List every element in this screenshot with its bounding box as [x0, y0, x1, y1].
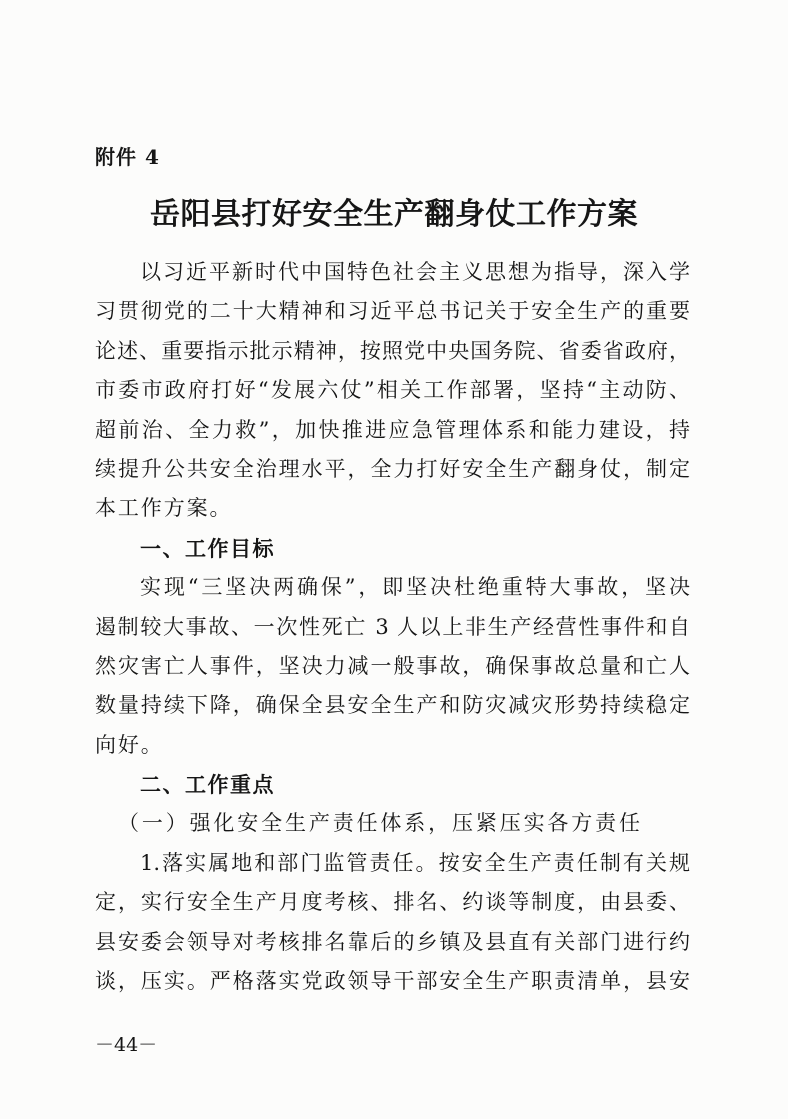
body-line: 以习近平新时代中国特色社会主义思想为指导，深入学: [140, 260, 690, 284]
body-line: 谈，压实。严格落实党政领导干部安全生产职责清单，县安: [95, 969, 690, 994]
body-line: 县安委会领导对考核排名靠后的乡镇及县直有关部门进行约: [95, 929, 690, 954]
body-line: 然灾害亡人事件，坚决力减一般事故，确保事故总量和亡人: [95, 653, 690, 678]
body-line: 本工作方案。: [95, 496, 233, 521]
body-line: 超前治、全力救”，加快推进应急管理体系和能力建设，持: [95, 417, 690, 442]
body-line: 习贯彻党的二十大精神和习近平总书记关于安全生产的重要: [95, 299, 690, 324]
body-line: 遏制较大事故、一次性死亡 3 人以上非生产经营性事件和自: [95, 614, 690, 639]
page-number: －44－: [95, 1034, 158, 1056]
body-line: 续提升公共安全治理水平，全力打好安全生产翻身仗，制定: [95, 456, 690, 481]
attachment-label: 附件 4: [95, 145, 160, 169]
body-line: 市委市政府打好“发展六仗”相关工作部署，坚持“主动防、: [95, 378, 690, 403]
body-line: 数量持续下降，确保全县安全生产和防灾减灾形势持续稳定: [95, 693, 690, 718]
body-line: 定，实行安全生产月度考核、排名、约谈等制度，由县委、: [95, 890, 690, 915]
subsection-heading: （一）强化安全生产责任体系，压紧压实各方责任: [118, 811, 640, 836]
section-heading: 一、工作目标: [140, 535, 275, 561]
body-line: 向好。: [95, 732, 164, 757]
body-line: 实现“三坚决两确保”，即坚决杜绝重特大事故，坚决: [140, 575, 690, 600]
document-body: [95, 253, 690, 1001]
body-line: 1.落实属地和部门监管责任。按安全生产责任制有关规: [140, 850, 690, 875]
body-line: 论述、重要指示批示精神，按照党中央国务院、省委省政府，: [95, 338, 690, 363]
document-title: 岳阳县打好安全生产翻身仗工作方案: [150, 197, 638, 232]
section-heading: 二、工作重点: [140, 772, 275, 798]
